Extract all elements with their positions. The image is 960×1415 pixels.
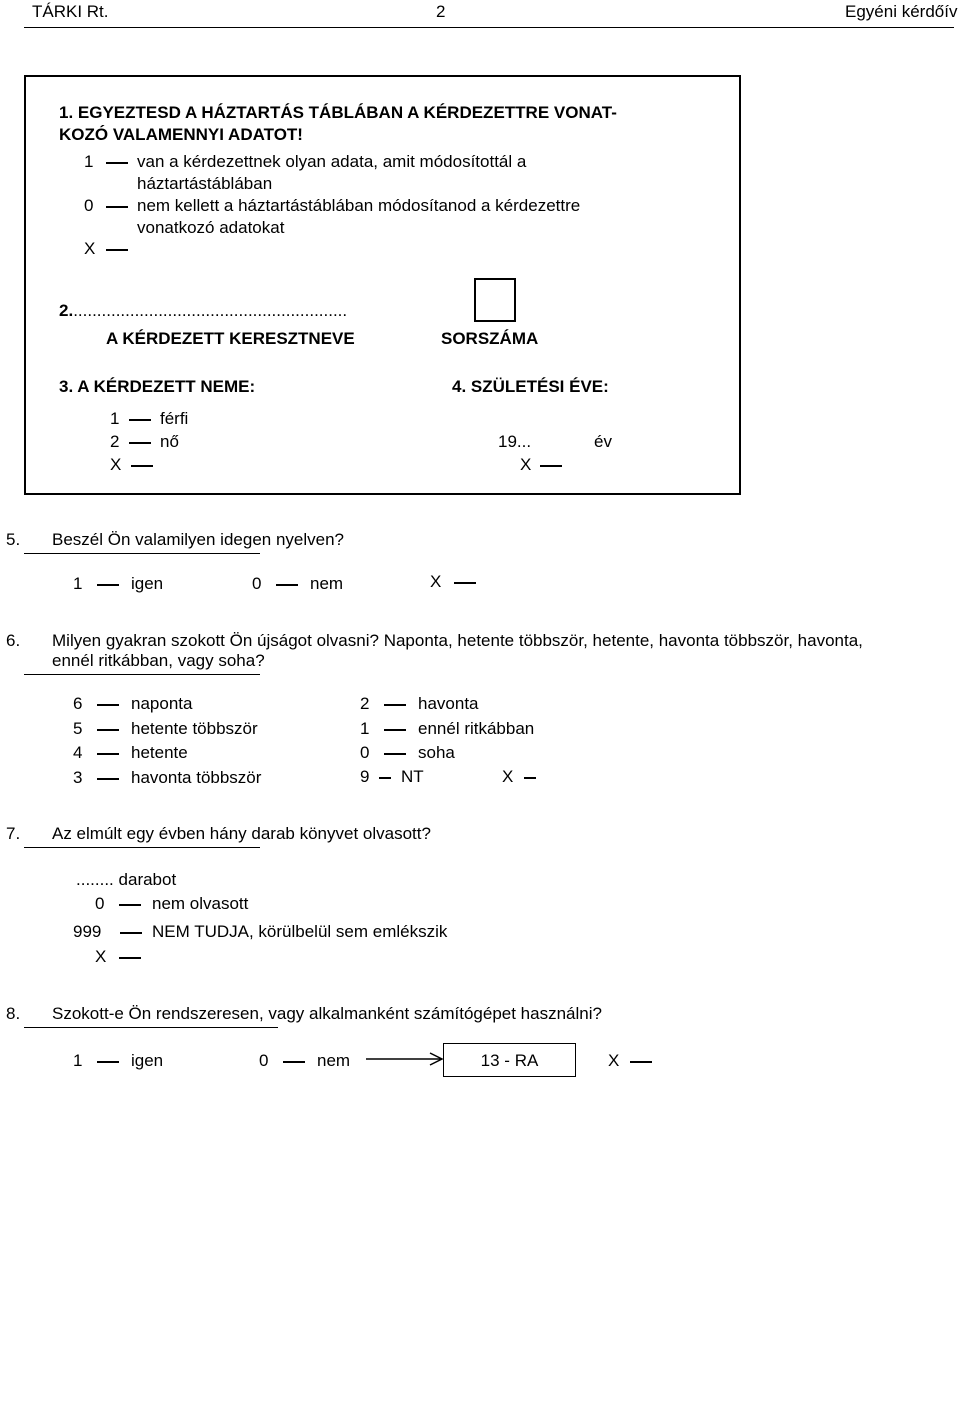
q4-title: 4. SZÜLETÉSI ÉVE: (452, 377, 609, 396)
q1-title-line2: KOZÓ VALAMENNYI ADATOT! (59, 125, 303, 144)
q5-option-x[interactable]: X (430, 572, 442, 591)
q7-option-code: 0 (95, 894, 105, 913)
option-dash (97, 778, 119, 780)
option-dash (384, 729, 406, 731)
option-dash (106, 206, 128, 208)
header-right: Egyéni kérdőív (845, 2, 958, 21)
q6-option-code: 0 (360, 743, 370, 762)
q1-option-code: 1 (84, 152, 94, 171)
option-dash (524, 777, 536, 779)
option-dash (379, 777, 391, 779)
q6-option-code: 9 (360, 767, 370, 786)
q6-option-label[interactable]: havonta (418, 694, 479, 713)
option-dash (454, 582, 476, 584)
frame-bottom (24, 493, 741, 495)
q1-option-label-cont: háztartástáblában (137, 174, 273, 193)
q6-number: 6. (6, 631, 21, 650)
q3-option-x[interactable]: X (110, 455, 122, 474)
q5-option-label[interactable]: nem (310, 574, 344, 593)
q4-year (498, 433, 531, 450)
q6-option-label[interactable]: hetente (131, 743, 188, 762)
q1-option-code: 0 (84, 196, 94, 215)
q8-option-label[interactable]: igen (131, 1051, 164, 1070)
question-underline (24, 553, 260, 554)
q6-option-label[interactable]: NT (401, 767, 424, 786)
q7-count-input[interactable]: ........ (76, 870, 114, 889)
q4-year-suffix: év (594, 432, 612, 451)
option-dash (106, 162, 128, 164)
q7-option-label[interactable]: nem olvasott (152, 894, 249, 913)
question-underline (24, 1027, 278, 1028)
q8-text: Szokott-e Ön rendszeresen, vagy alkalmanként számítógépet használni? (52, 1004, 602, 1023)
q2-number-text: 2. (59, 301, 74, 320)
q3-title: 3. A KÉRDEZETT NEME: (59, 377, 256, 396)
q8-option-x[interactable]: X (608, 1051, 620, 1070)
option-dash (129, 419, 151, 421)
option-dash (283, 1061, 305, 1063)
q2-name-label: A KÉRDEZETT KERESZTNEVE (106, 329, 355, 348)
option-dash (384, 704, 406, 706)
q3-option-code: 1 (110, 409, 120, 428)
q5-option-code: 1 (73, 574, 83, 593)
q6-text (52, 632, 863, 649)
option-dash (97, 704, 119, 706)
page-number: 2 (436, 2, 446, 21)
option-dash (119, 957, 141, 959)
q4-year-prefix: 19 (498, 432, 517, 451)
q6-option-label[interactable]: soha (418, 743, 455, 762)
q8-option-code: 1 (73, 1051, 83, 1070)
option-dash (131, 465, 153, 467)
q1-option-label-cont: vonatkozó adatokat (137, 218, 285, 237)
question-underline (24, 674, 260, 675)
q6-option-label[interactable]: naponta (131, 694, 193, 713)
q5-text: Beszél Ön valamilyen idegen nyelven? (52, 530, 345, 549)
q2-name-input[interactable]: .......................................................... (73, 301, 348, 320)
q6-option-x[interactable]: X (502, 767, 514, 786)
q4-option-x[interactable]: X (520, 455, 532, 474)
option-dash (384, 753, 406, 755)
option-dash (97, 729, 119, 731)
q6-option-code: 2 (360, 694, 370, 713)
order-number-box[interactable] (474, 278, 516, 322)
q7-count-label: darabot (118, 870, 177, 889)
q5-number: 5. (6, 530, 21, 549)
q6-text-part3: ennél ritkábban, vagy soha? (52, 651, 265, 670)
q7-count (76, 871, 176, 888)
q6-text-part1: Milyen gyakran szokott Ön újságot olvasni? (52, 631, 379, 650)
q3-option-label[interactable]: nő (160, 432, 179, 451)
q1-title-line1: 1. EGYEZTESD A HÁZTARTÁS TÁBLÁBAN A KÉRDEZETTRE VONAT- (59, 103, 617, 122)
q8-option-code: 0 (259, 1051, 269, 1070)
q6-option-code: 1 (360, 719, 370, 738)
option-dash (119, 904, 141, 906)
option-dash (97, 1061, 119, 1063)
q6-option-label[interactable]: hetente többször (131, 719, 258, 738)
option-dash (630, 1061, 652, 1063)
option-dash (276, 584, 298, 586)
q7-option-x[interactable]: X (95, 947, 107, 966)
q5-option-label[interactable]: igen (131, 574, 164, 593)
q6-text-part2: Naponta, hetente többször, hetente, havonta többször, havonta, (383, 631, 863, 650)
q3-option-code: 2 (110, 432, 120, 451)
option-dash (120, 932, 142, 934)
q6-option-label[interactable]: ennél ritkábban (418, 719, 535, 738)
frame-top (24, 75, 740, 77)
q7-text: Az elmúlt egy évben hány darab könyvet olvasott? (52, 824, 431, 843)
q3-option-label[interactable]: férfi (160, 409, 189, 428)
skip-target-label: 13 - RA (480, 1051, 539, 1070)
q6-option-code: 5 (73, 719, 83, 738)
q6-option-code: 6 (73, 694, 83, 713)
q1-option-label[interactable]: nem kellett a háztartástáblában módosítanod a kérdezettre (137, 196, 581, 215)
q6-option-code: 4 (73, 743, 83, 762)
option-dash (540, 465, 562, 467)
option-dash (106, 249, 128, 251)
q6-option-code: 3 (73, 768, 83, 787)
q2-order-label: SORSZÁMA (441, 329, 539, 348)
q1-option-label[interactable]: van a kérdezettnek olyan adata, amit módosítottál a (137, 152, 527, 171)
header-left: TÁRKI Rt. (32, 2, 109, 21)
frame-right (739, 75, 741, 495)
q4-year-input[interactable]: ... (516, 432, 532, 451)
option-dash (97, 753, 119, 755)
q7-option-code: 999 (73, 922, 102, 941)
skip-arrow-icon (366, 1051, 444, 1069)
q6-option-label[interactable]: havonta többször (131, 768, 262, 787)
q7-option-label[interactable]: NEM TUDJA, körülbelül sem emlékszik (152, 922, 448, 941)
q7-number: 7. (6, 824, 21, 843)
option-dash (97, 584, 119, 586)
q8-number: 8. (6, 1004, 21, 1023)
frame-left (24, 75, 26, 495)
q5-option-code: 0 (252, 574, 262, 593)
question-underline (24, 847, 260, 848)
q8-option-label[interactable]: nem (317, 1051, 351, 1070)
header-rule (24, 27, 954, 28)
q1-option-x[interactable]: X (84, 239, 96, 258)
option-dash (129, 442, 151, 444)
q2-number (59, 302, 347, 319)
